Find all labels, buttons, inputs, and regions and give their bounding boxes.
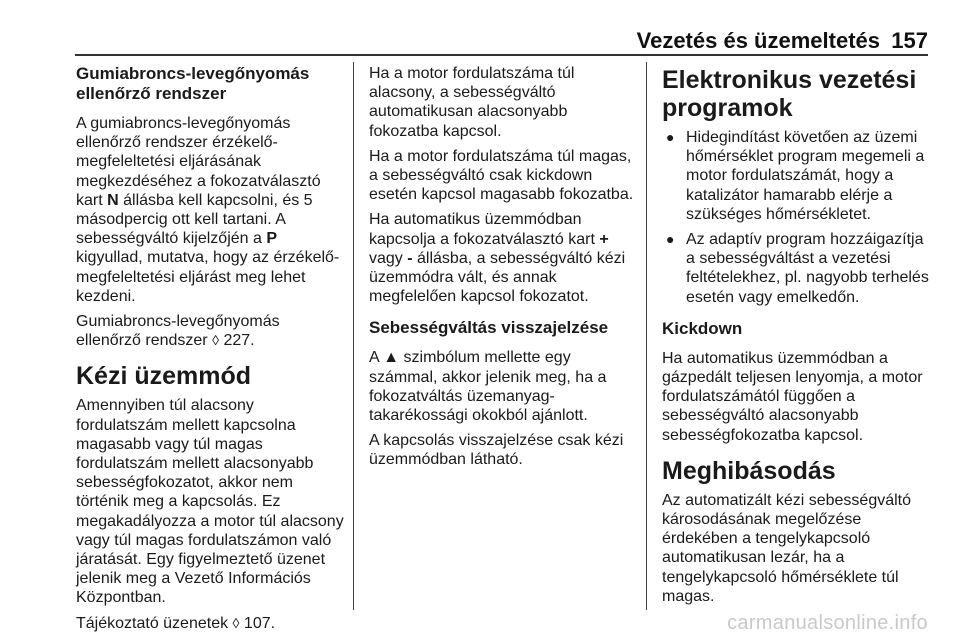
text-span: Tájékoztató üzenetek: [76, 614, 233, 632]
text-span: szimbólum mellette egy számmal, akkor jelenik meg, ha a fokozatváltás üzemanyag-takarékossági okokból ajánlott.: [369, 349, 607, 425]
lever-position-plus: +: [599, 230, 609, 248]
column-divider-1: [353, 62, 354, 610]
bullet-icon: ●: [666, 231, 675, 248]
upshift-arrow-icon: ▲: [383, 349, 400, 367]
list-item-text: Hidegindítást követően az üzemi hőmérséklet program megemeli a motor fordulatszámát, hogy a katalizátor hamarabb elérje a szükséges hőmérsékletet.: [686, 129, 925, 223]
kickdown-paragraph: Ha automatikus üzemmódban a gázpedált teljesen lenyomja, a motor fordulatszámától függően a sebességváltó alacsonyabb sebességfokozatba kapcsol.: [662, 349, 923, 444]
lever-position-n: N: [107, 191, 119, 209]
page-reference-link[interactable]: 227.: [219, 332, 255, 350]
bullet-icon: ●: [666, 129, 675, 145]
manual-mode-heading: Kézi üzemmód: [76, 362, 252, 391]
tpms-paragraph-2: [76, 312, 344, 350]
col2-paragraph-3: [369, 210, 637, 306]
tpms-heading-line2: ellenőrző rendszer: [76, 84, 227, 103]
manual-mode-paragraph-1: Amennyiben túl alacsony fordulatszám mellett kapcsolna magasabb vagy túl magas fordulatszám mellett alacsonyabb sebességfokozatot, akkor nem történik meg a kapcsolás. Ez megakadályozza a motor túl alacsony vagy túl magas fordulatszámon való járatását. Egy figyelmeztető üzenet jelenik meg a Vezető Információs Központban.: [76, 397, 344, 607]
shift-indicator-heading: Sebességváltás visszajelzése: [369, 318, 609, 338]
manual-mode-paragraph-2: [76, 614, 344, 633]
tpms-heading-line1: Gumiabroncs-levegőnyomás: [76, 64, 310, 83]
text-span: állásba, a sebességváltó kézi üzemmódra vált, és annak megfelelően kapcsol fokozatot.: [369, 249, 626, 306]
driving-programs-heading: [662, 66, 930, 122]
text-span: A: [369, 349, 384, 367]
column-2: [369, 64, 637, 476]
column-divider-2: [646, 62, 647, 610]
page-reference-icon: ◊: [212, 332, 219, 349]
page-number: 157: [891, 28, 928, 53]
text-span: állásba kell kapcsolni, és 5 másodpercig ott kell tartani. A sebességváltó kijelzőjén a: [76, 191, 313, 248]
list-item: [662, 128, 930, 224]
shift-indicator-paragraph-2: A kapcsolás visszajelzése csak kézi üzemmódban látható.: [369, 432, 624, 469]
shift-indicator-paragraph-1: [369, 348, 637, 425]
col2-paragraph-1: Ha a motor fordulatszáma túl alacsony, a sebességváltó automatikusan alacsonyabb fokozatba kapcsol.: [369, 65, 575, 140]
list-item: [662, 230, 930, 307]
header-rule: [75, 54, 928, 56]
display-p: P: [266, 230, 278, 248]
driving-programs-heading-line2: programok: [662, 94, 793, 122]
fault-heading: Meghibásodás: [662, 456, 836, 485]
list-item-text: Az adaptív program hozzáigazítja a sebességváltást a vezetési feltételekhez, pl. nagyobb terhelés esetén vagy emelkedőn.: [686, 231, 929, 306]
page-header-title: Vezetés és üzemeltetés: [636, 28, 880, 53]
tpms-heading: [76, 64, 344, 104]
column-1: [76, 64, 344, 639]
text-span: Gumiabroncs-levegőnyomás ellenőrző rendszer: [76, 313, 280, 350]
fault-paragraph: Az automatizált kézi sebességváltó károsodásának megelőzése érdekében a tengelykapcsoló automatikusan lezár, ha a tengelykapcsoló hőmérséklete túl magas.: [662, 491, 912, 605]
col2-paragraph-2: Ha a motor fordulatszáma túl magas, a sebességváltó csak kickdown esetén kapcsol magasabb fokozatba.: [369, 147, 634, 204]
kickdown-heading: Kickdown: [662, 318, 743, 338]
page-reference-link[interactable]: 107.: [239, 614, 276, 632]
driving-programs-heading-line1: Elektronikus vezetési: [662, 66, 917, 94]
text-span: A gumiabroncs-levegőnyomás ellenőrző rendszer érzékelő-megfeleltetési eljárásának megkezdéséhez a fokozatválasztó kart: [76, 115, 321, 209]
tpms-paragraph-1: [76, 114, 344, 306]
lever-position-minus: -: [407, 249, 413, 267]
watermark: carmanualsonline.info: [727, 612, 928, 634]
text-span: kigyullad, mutatva, hogy az érzékelő-megfeleltetési eljárást meg lehet kezdeni.: [76, 249, 340, 305]
text-span: Ha automatikus üzemmódban kapcsolja a fokozatválasztó kart: [369, 211, 600, 248]
column-3: [662, 64, 930, 612]
text-span: vagy: [369, 249, 408, 267]
page-reference-icon: ◊: [232, 614, 240, 631]
